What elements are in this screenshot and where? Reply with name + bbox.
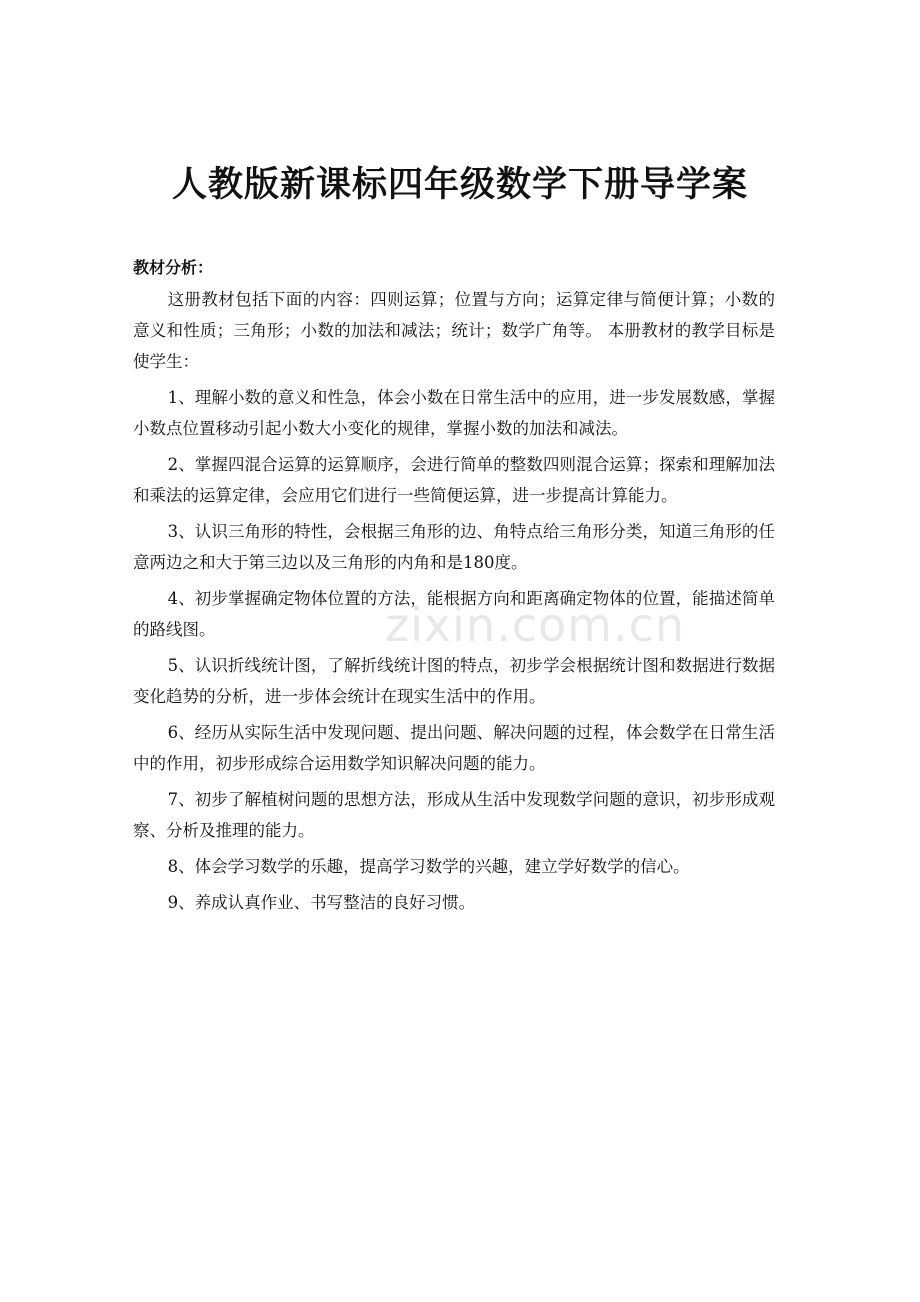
goal-item-3: 3、认识三角形的特性，会根据三角形的边、角特点给三角形分类，知道三角形的任意两边之和大于第三边以及三角形的内角和是180度。 xyxy=(133,522,775,572)
goal-item-2: 2、掌握四混合运算的运算顺序，会进行简单的整数四则混合运算；探索和理解加法和乘法的运算定律，会应用它们进行一些简便运算，进一步提高计算能力。 xyxy=(133,455,775,505)
goal-item-5: 5、认识折线统计图，了解折线统计图的特点，初步学会根据统计图和数据进行数据变化趋势的分析，进一步体会统计在现实生活中的作用。 xyxy=(133,656,775,706)
document-body xyxy=(133,284,775,923)
goal-item-7: 7、初步了解植树问题的思想方法，形成从生活中发现数学问题的意识，初步形成观察、分析及推理的能力。 xyxy=(133,790,775,840)
goal-item-4: 4、初步掌握确定物体位置的方法，能根据方向和距离确定物体的位置，能描述简单的路线图。 xyxy=(133,589,775,639)
goal-item-1: 1、理解小数的意义和性急，体会小数在日常生活中的应用，进一步发展数感，掌握小数点位置移动引起小数大小变化的规律，掌握小数的加法和减法。 xyxy=(133,388,775,438)
document-title: 人教版新课标四年级数学下册导学案 xyxy=(171,165,748,205)
goal-item-9: 9、养成认真作业、书写整洁的良好习惯。 xyxy=(167,893,476,912)
goal-item-6: 6、经历从实际生活中发现问题、提出问题、解决问题的过程，体会数学在日常生活中的作用，初步形成综合运用数学知识解决问题的能力。 xyxy=(133,723,775,773)
goal-item-8: 8、体会学习数学的乐趣，提高学习数学的兴趣，建立学好数学的信心。 xyxy=(167,857,690,876)
watermark: zixin.com.cn xyxy=(385,598,686,652)
section-heading: 教材分析： xyxy=(133,258,214,277)
intro-paragraph: 这册教材包括下面的内容：四则运算；位置与方向；运算定律与简便计算；小数的意义和性质；三角形；小数的加法和减法；统计；数学广角等。 本册教材的教学目标是使学生： xyxy=(133,290,775,371)
